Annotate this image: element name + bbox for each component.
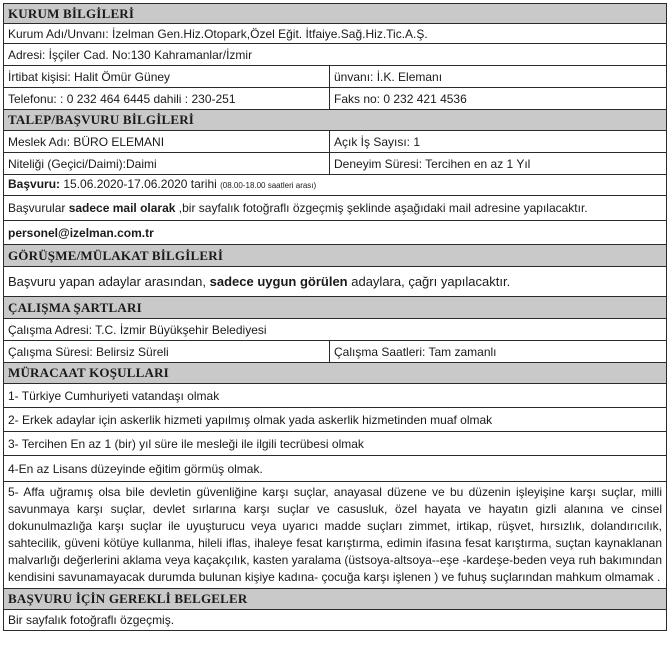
application-label: Başvuru: xyxy=(8,177,61,191)
condition-item: 2- Erkek adaylar için askerlik hizmeti yapılmış olmak yada askerlik hizmetinden muaf olmak xyxy=(4,408,667,432)
application-dates xyxy=(4,175,667,196)
interview-info-suffix: adaylara, çağrı yapılacaktır. xyxy=(347,273,511,289)
condition-item: 1- Türkiye Cumhuriyeti vatandaşı olmak xyxy=(4,384,667,408)
condition-item: 3- Tercihen En az 1 (bir) yıl süre ile mesleği ile ilgili tecrübesi olmak xyxy=(4,432,667,456)
application-method xyxy=(4,196,667,221)
form-table xyxy=(3,3,667,631)
work-hours: Çalışma Saatleri: Tam zamanlı xyxy=(330,341,667,363)
application-hours: (08.00-18.00 saatleri arası) xyxy=(220,181,317,190)
section-calisma-header: ÇALIŞMA ŞARTLARI xyxy=(4,297,667,319)
section-belgeler-header: BAŞVURU İÇİN GEREKLİ BELGELER xyxy=(4,589,667,610)
open-positions: Açık İş Sayısı: 1 xyxy=(330,131,667,153)
application-email: personel@izelman.com.tr xyxy=(4,221,667,245)
application-date-range: 15.06.2020-17.06.2020 tarihi xyxy=(60,177,221,191)
condition-item: 4-En az Lisans düzeyinde eğitim görmüş olmak. xyxy=(4,456,667,482)
application-method-suffix: ,bir sayfalık fotoğraflı özgeçmiş şeklinde aşağıdaki mail adresine yapılacaktır. xyxy=(175,201,588,215)
contact-person: İrtibat kişisi: Halit Ömür Güney xyxy=(4,66,330,88)
occupation-name: Meslek Adı: BÜRO ELEMANI xyxy=(4,131,330,153)
section-muracaat-header: MÜRACAAT KOŞULLARI xyxy=(4,363,667,384)
contact-title: ünvanı: İ.K. Elemanı xyxy=(330,66,667,88)
work-address: Çalışma Adresi: T.C. İzmir Büyükşehir Belediyesi xyxy=(4,319,667,341)
interview-info-emphasis: sadece uygun görülen xyxy=(209,273,348,289)
interview-info xyxy=(4,267,667,297)
interview-info-prefix: Başvuru yapan adaylar arasından, xyxy=(8,273,210,289)
application-method-emphasis: sadece mail olarak xyxy=(68,201,176,215)
phone-number: Telefonu: : 0 232 464 6445 dahili : 230-251 xyxy=(4,88,330,110)
work-duration: Çalışma Süresi: Belirsiz Süreli xyxy=(4,341,330,363)
fax-number: Faks no: 0 232 421 4536 xyxy=(330,88,667,110)
section-kurum-header: KURUM BİLGİLERİ xyxy=(4,4,667,24)
experience-duration: Deneyim Süresi: Tercihen en az 1 Yıl xyxy=(330,153,667,175)
application-method-prefix: Başvurular xyxy=(8,201,69,215)
required-document: Bir sayfalık fotoğraflı özgeçmiş. xyxy=(4,610,667,631)
condition-item: 5- Affa uğramış olsa bile devletin güvenliğine karşı suçlar, anayasal düzene ve bu düzenin işleyişine karşı suçlar, milli savunmaya karşı suçlar, devlet sırlarına karşı suçlar ve casusluk, özel hayata ve hayatın gizli alanına ve cinsel dokunulmazlığa karşı suçlar ile uyuşturucu veya uyarıcı madde suçları zimmet, irtikap, rüşvet, hırsızlık, dolandırıcılık, sahtecilik, güveni kötüye kullanma, hileli iflas, ihaleye fesat karıştırma, edimin ifasına fesat karıştırma, suçtan kaynaklanan malvarlığı değerlerini aklama veya kaçakçılık, kasten yaralama (üstsoya-altsoya--eşe -kardeşe-beden veya ruh bakımından kendisini savunamayacak durumda bulunan kişiye kadına- çocuğa karşı işlenen ) ve fuhuş suçlarından mahkum olmamak . xyxy=(4,482,667,589)
institution-name: Kurum Adı/Unvanı: İzelman Gen.Hiz.Otopark,Özel Eğit. İtfaiye.Sağ.Hiz.Tic.A.Ş. xyxy=(4,24,667,44)
job-posting-form xyxy=(3,3,666,631)
position-type: Niteliği (Geçici/Daimi):Daimi xyxy=(4,153,330,175)
section-gorusme-header: GÖRÜŞME/MÜLAKAT BİLGİLERİ xyxy=(4,245,667,267)
institution-address: Adresi: İşçiler Cad. No:130 Kahramanlar/İzmir xyxy=(4,44,667,66)
section-talep-header: TALEP/BAŞVURU BİLGİLERİ xyxy=(4,110,667,131)
